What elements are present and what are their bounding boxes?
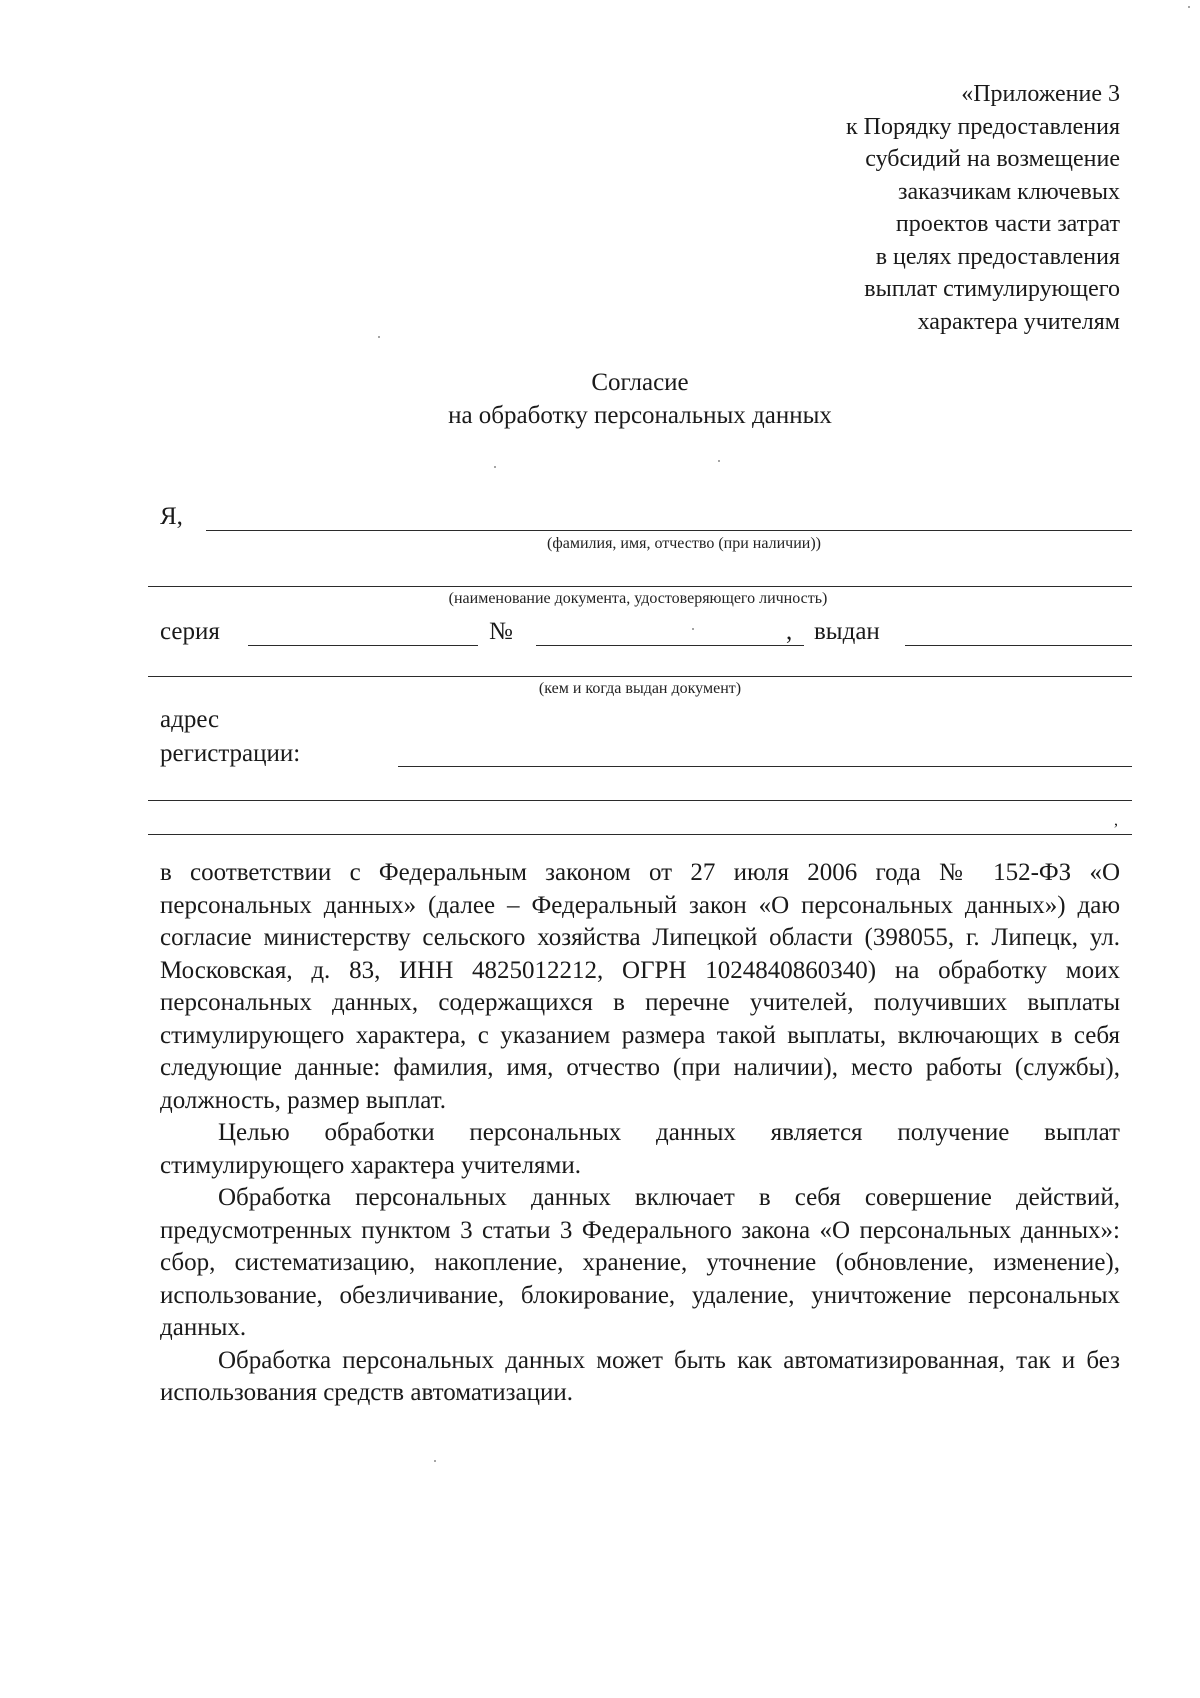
address-label-1: адрес xyxy=(160,706,220,733)
id-document-field-line[interactable] xyxy=(148,586,1132,587)
appendix-line: проектов части затрат xyxy=(895,211,1120,237)
appendix-line: к Порядку предоставления xyxy=(845,113,1120,140)
scan-speck xyxy=(434,1460,436,1462)
consent-paragraph-2: Целью обработки персональных данных является получение выплат стимулирующего характера учителями. xyxy=(160,1119,1120,1179)
consent-paragraph-3: Обработка персональных данных включает в себя совершение действий, предусмотренных пунктом 3 статьи 3 Федерального закона «О персональных данных»: сбор, систематизацию, накопление, хранение, уточнение (обновление, изменение), использование, обезличивание, блокирование, удаление, уничтожение персональных данных. xyxy=(160,1184,1120,1341)
appendix-line: в целях предоставления xyxy=(875,243,1120,270)
issued-field-line[interactable] xyxy=(905,645,1132,646)
appendix-line: характера учителям xyxy=(917,308,1120,335)
scan-speck xyxy=(718,460,720,462)
issued-by-caption: (кем и когда выдан документ) xyxy=(538,680,742,697)
document-subtitle: на обработку персональных данных xyxy=(448,402,832,429)
address-field-line[interactable] xyxy=(398,766,1132,767)
i-label: Я, xyxy=(160,503,183,530)
address-end-comma: , xyxy=(1114,812,1118,829)
appendix-header xyxy=(520,78,1120,338)
number-field-line[interactable] xyxy=(536,645,804,646)
scan-speck xyxy=(494,466,496,468)
number-label: № xyxy=(489,618,513,645)
id-document-caption: (наименование документа, удостоверяющего личность) xyxy=(448,590,828,607)
appendix-line: заказчикам ключевых xyxy=(898,178,1120,205)
issued-label: выдан xyxy=(814,618,880,645)
address-field-line-2[interactable] xyxy=(148,800,1132,801)
appendix-line: субсидий на возмещение xyxy=(865,146,1120,172)
scan-speck xyxy=(1188,6,1190,8)
consent-body xyxy=(160,857,1120,1410)
address-field-line-3[interactable] xyxy=(148,834,1132,835)
consent-paragraph-4: Обработка персональных данных может быть как автоматизированная, так и без использования средств автоматизации. xyxy=(160,1346,1120,1406)
document-title: Согласие xyxy=(591,369,689,396)
issued-by-field-line[interactable] xyxy=(148,676,1132,677)
series-label: серия xyxy=(160,618,220,645)
scan-speck xyxy=(692,628,694,630)
address-label-2: регистрации: xyxy=(160,740,301,767)
number-comma: , xyxy=(786,618,793,645)
fio-caption: (фамилия, имя, отчество (при наличии)) xyxy=(547,535,821,552)
scan-speck xyxy=(378,336,380,338)
consent-paragraph-1: в соответствии с Федеральным законом от 27 июля 2006 года № 152-ФЗ «О персональных данных» (далее – Федеральный закон «О персональных данных») даю согласие министерству сельского хозяйства Липецкой области (398055, г. Липецк, ул. Московская, д. 83, ИНН 4825012212, ОГРН 1024840860340) на обработку моих персональных данных, содержащихся в перечне учителей, получивших выплаты стимулирующего характера, с указанием размера такой выплаты, включающих в себя следующие данные: фамилия, имя, отчество (при наличии), место работы (службы), должность, размер выплат. xyxy=(160,859,1120,1114)
fio-field-line[interactable] xyxy=(206,530,1132,531)
series-field-line[interactable] xyxy=(248,645,478,646)
appendix-line: «Приложение 3 xyxy=(961,81,1120,107)
appendix-line: выплат стимулирующего xyxy=(864,276,1120,302)
